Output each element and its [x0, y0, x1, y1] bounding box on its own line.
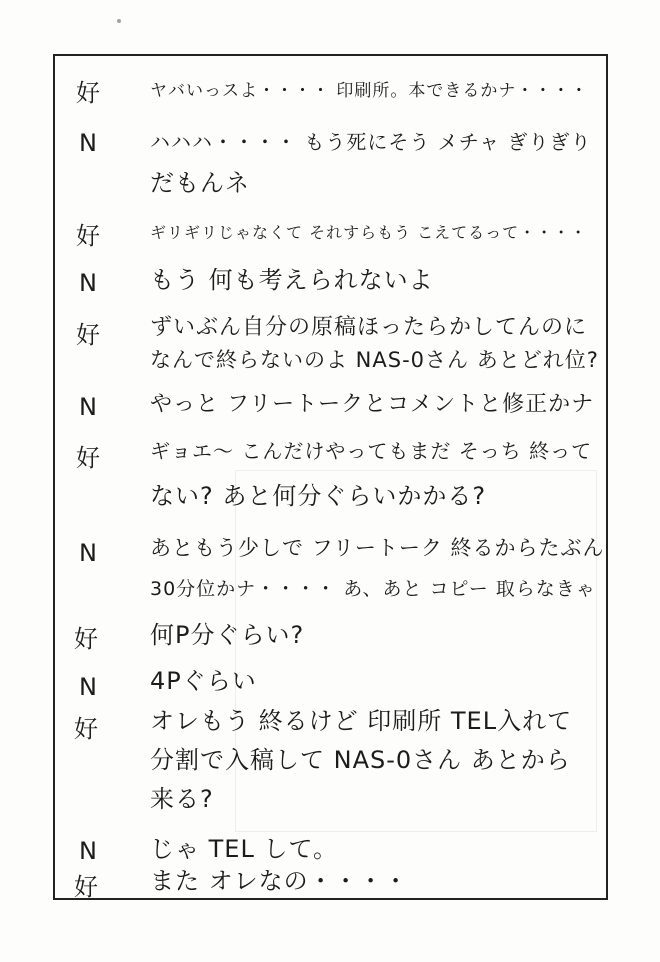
dialogue-line: じゃ TEL して。 — [150, 835, 338, 863]
dialogue-line: なんで終らないのよ NAS-0さん あとどれ位? — [150, 348, 599, 372]
dialogue-line: 30分位かナ・・・・ あ、あと コピー 取らなきゃ — [150, 578, 596, 600]
dialogue-line: もう 何も考えられないよ — [150, 266, 434, 294]
dialogue-line: また オレなの・・・・ — [150, 867, 409, 895]
dialogue-line: オレもう 終るけど 印刷所 TEL入れて — [150, 707, 573, 735]
speaker-label: 好 — [76, 79, 100, 107]
speaker-label: 好 — [74, 715, 98, 743]
speaker-label: N — [79, 837, 97, 865]
speaker-label: N — [79, 269, 97, 297]
speaker-label: N — [79, 129, 97, 157]
dialogue-line: 来る? — [150, 785, 214, 813]
speaker-label: N — [79, 539, 97, 567]
dialogue-line: ヤバいっスよ・・・・ 印刷所。本できるかナ・・・・ — [150, 81, 589, 101]
speaker-label: 好 — [76, 222, 100, 250]
dialogue-line: ずいぶん自分の原稿ほったらかしてんのに — [150, 315, 588, 340]
dialogue-line: あともう少しで フリートーク 終るからたぶん — [150, 536, 605, 560]
speaker-label: 好 — [76, 321, 100, 349]
speaker-label: 好 — [74, 625, 98, 653]
dialogue-line: ギリギリじゃなくて それすらもう こえてるって・・・・ — [150, 223, 588, 242]
dialogue-line: だもんネ — [150, 169, 250, 197]
ink-speck — [117, 19, 121, 23]
dialogue-line: ない? あと何分ぐらいかかる? — [150, 482, 487, 510]
dialogue-line: 何P分ぐらい? — [150, 621, 305, 649]
dialogue-line: 4Pぐらい — [150, 667, 257, 695]
speaker-label: 好 — [76, 444, 100, 472]
dialogue-line: やっと フリートークとコメントと修正かナ — [150, 392, 595, 417]
speaker-label: N — [79, 393, 97, 421]
bleed-through-box — [235, 470, 597, 832]
dialogue-line: ギョエ〜 こんだけやってもまだ そっち 終って — [150, 439, 593, 463]
speaker-label: N — [79, 673, 97, 701]
dialogue-line: 分割で入稿して NAS-0さん あとから — [150, 746, 571, 774]
speaker-label: 好 — [74, 873, 98, 901]
dialogue-line: ハハハ・・・・ もう死にそう メチャ ぎりぎり — [150, 130, 592, 154]
